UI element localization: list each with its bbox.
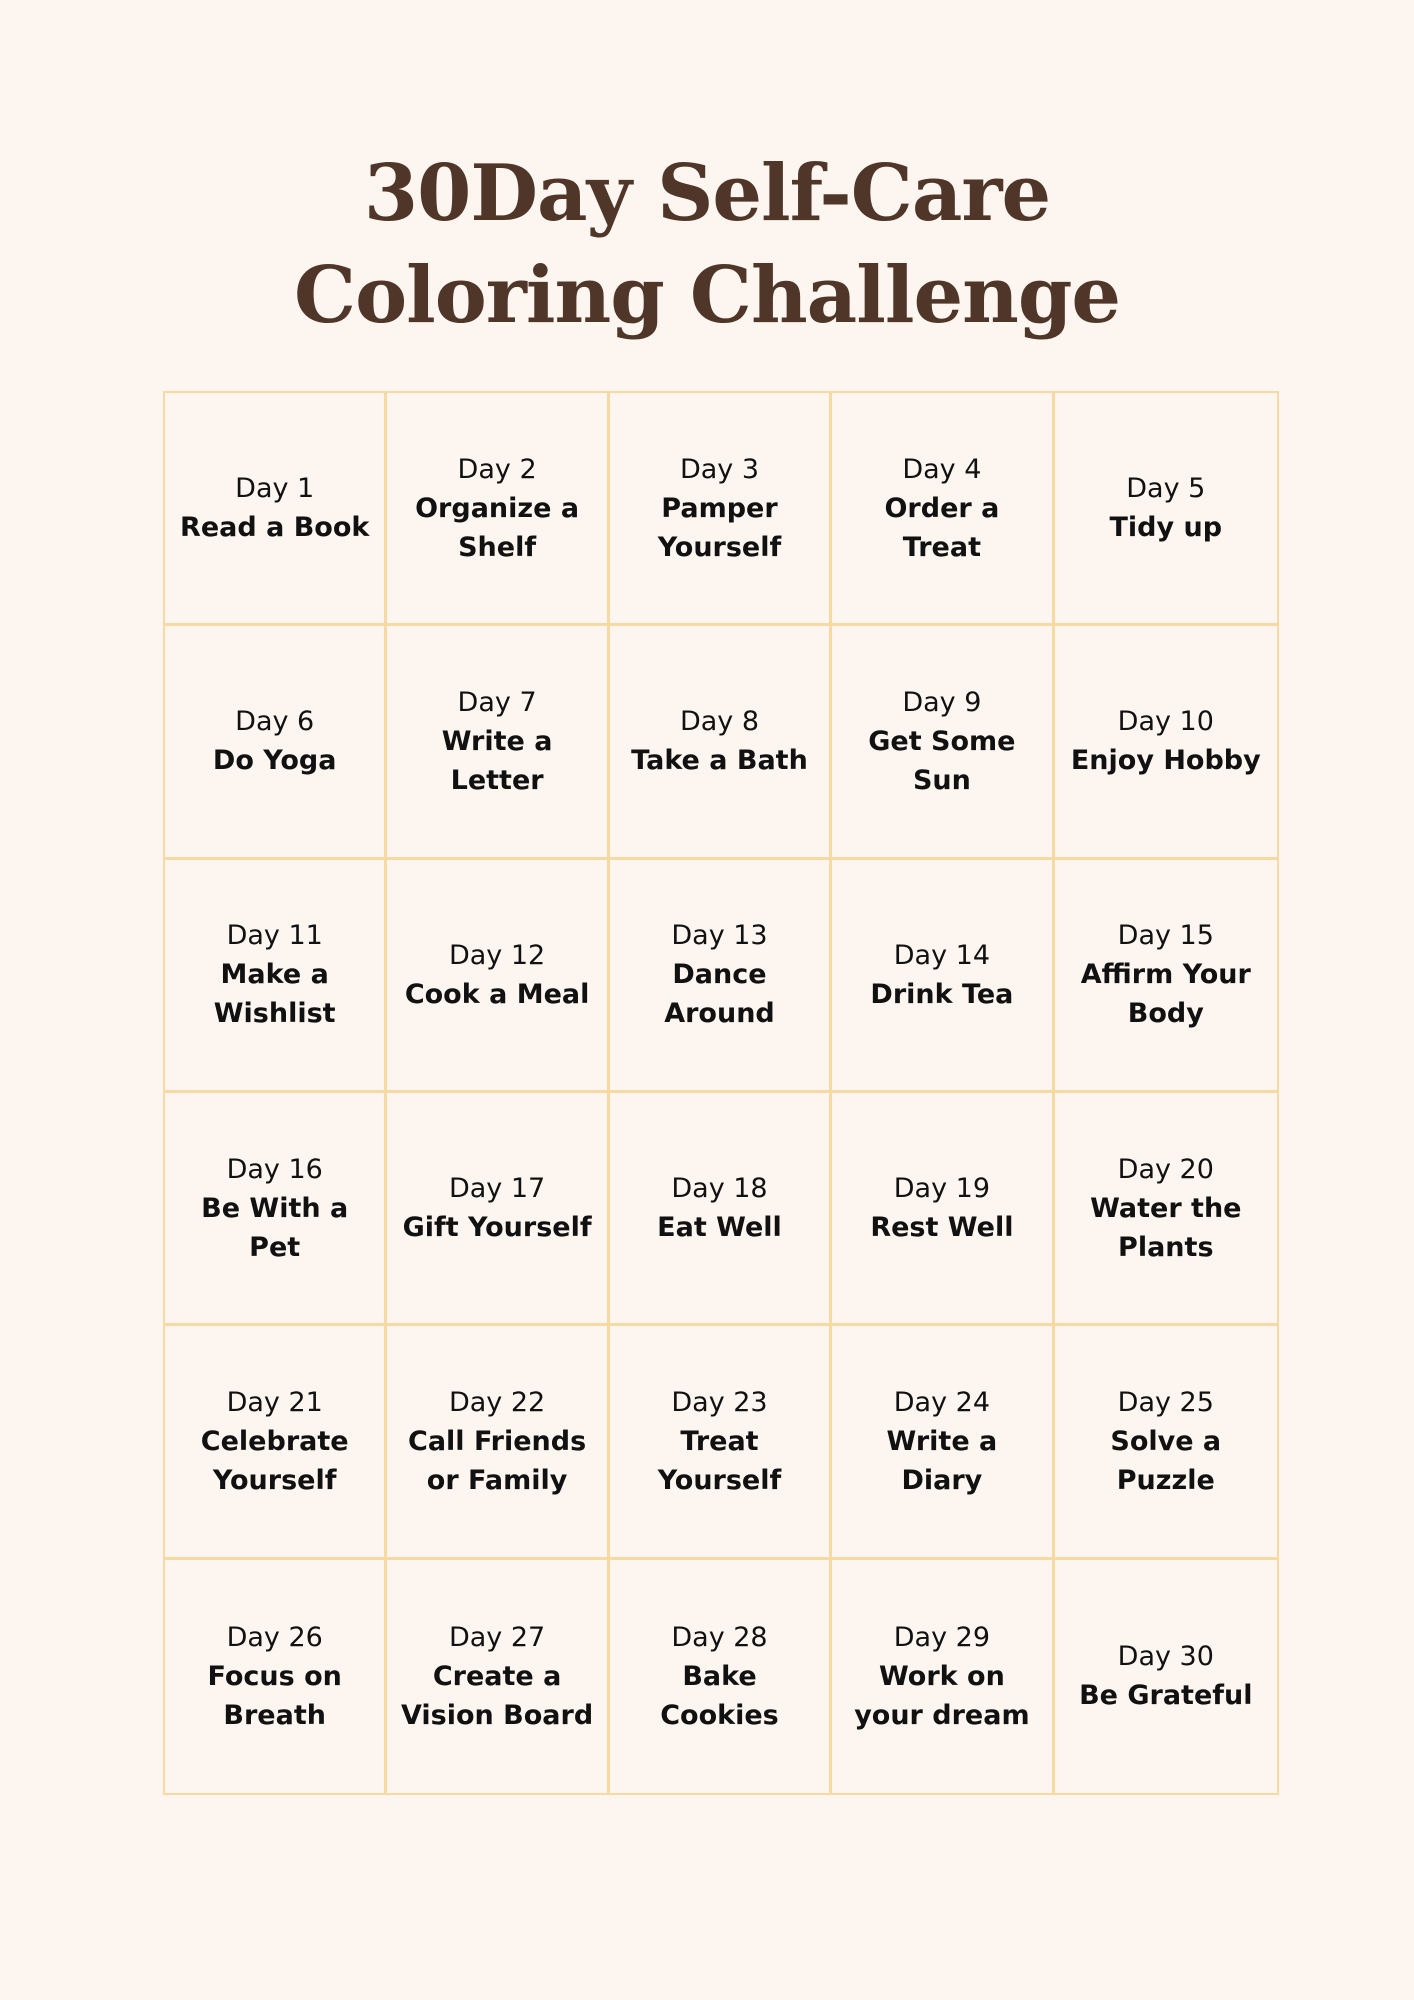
day-task: Cook a Meal (404, 978, 590, 1010)
day-number: Day 22 (448, 1386, 546, 1418)
day-cell (610, 1093, 832, 1326)
day-cell (1055, 1093, 1277, 1326)
day-task: Order a Treat (884, 492, 1000, 563)
day-number: Day 6 (235, 706, 315, 738)
day-number: Day 20 (1117, 1153, 1214, 1185)
day-task: Get Some Sun (868, 725, 1016, 796)
day-task: Affirm Your Body (1080, 959, 1251, 1030)
title-line-1: 30Day Self-Care (363, 148, 1051, 239)
day-number: Day 8 (679, 706, 760, 738)
day-cell (165, 860, 387, 1093)
day-task: Water the Plants (1090, 1192, 1242, 1263)
day-number: Day 4 (902, 453, 982, 485)
day-cell (1055, 1326, 1277, 1559)
day-cell (387, 626, 609, 859)
day-task: Gift Yourself (402, 1212, 592, 1244)
day-number: Day 16 (226, 1153, 323, 1185)
day-cell (165, 1326, 387, 1559)
day-cell (832, 1326, 1054, 1559)
day-task: Solve a Puzzle (1110, 1425, 1222, 1496)
day-cell (610, 860, 832, 1093)
day-cell (832, 393, 1054, 626)
day-task: Do Yoga (212, 745, 337, 777)
day-task: Make a Wishlist (213, 959, 336, 1030)
day-task: Drink Tea (870, 978, 1014, 1010)
day-number: Day 3 (679, 453, 760, 485)
day-cell (610, 1560, 832, 1793)
day-cell (165, 393, 387, 626)
day-task: Be Grateful (1079, 1680, 1253, 1712)
day-task: Eat Well (657, 1212, 782, 1244)
day-number: Day 17 (448, 1173, 546, 1205)
day-number: Day 2 (457, 453, 537, 485)
day-cell (387, 1326, 609, 1559)
day-number: Day 27 (448, 1621, 546, 1653)
day-task: Be With a Pet (201, 1192, 349, 1263)
day-number: Day 21 (226, 1386, 323, 1418)
day-cell (387, 1560, 609, 1793)
day-task: Create a Vision Board (401, 1660, 594, 1731)
day-cell (832, 1093, 1054, 1326)
day-task: Focus on Breath (207, 1660, 342, 1731)
day-task: Call Friends or Family (408, 1425, 587, 1496)
day-cell (387, 860, 609, 1093)
day-number: Day 19 (893, 1173, 991, 1205)
day-number: Day 12 (448, 939, 546, 971)
day-task: Pamper Yourself (657, 492, 782, 563)
day-number: Day 26 (226, 1621, 323, 1653)
day-task: Take a Bath (631, 745, 808, 777)
day-cell (1055, 1560, 1277, 1793)
day-task: Dance Around (664, 959, 775, 1030)
title-line-2: Coloring Challenge (294, 250, 1120, 341)
day-number: Day 25 (1117, 1386, 1214, 1418)
day-number: Day 14 (893, 939, 991, 971)
day-cell (610, 1326, 832, 1559)
day-cell (165, 1560, 387, 1793)
day-number: Day 30 (1117, 1641, 1214, 1673)
day-number: Day 13 (671, 920, 768, 952)
day-number: Day 18 (671, 1173, 768, 1205)
day-cell (387, 393, 609, 626)
day-task: Work on your dream (854, 1660, 1030, 1731)
day-cell (387, 1093, 609, 1326)
day-number: Day 15 (1117, 920, 1214, 952)
day-number: Day 7 (457, 686, 537, 718)
day-cell (832, 1560, 1054, 1793)
day-cell (832, 860, 1054, 1093)
day-task: Write a Letter (441, 725, 553, 796)
day-task: Treat Yourself (657, 1425, 782, 1496)
day-task: Celebrate Yourself (200, 1425, 349, 1496)
day-task: Bake Cookies (660, 1660, 779, 1731)
day-cell (165, 626, 387, 859)
day-cell (832, 626, 1054, 859)
day-number: Day 29 (893, 1621, 991, 1653)
day-cell (1055, 626, 1277, 859)
page-title (0, 143, 1414, 347)
day-number: Day 5 (1126, 473, 1206, 505)
day-task: Rest Well (870, 1212, 1014, 1244)
day-number: Day 9 (902, 686, 982, 718)
day-number: Day 23 (671, 1386, 768, 1418)
day-number: Day 10 (1117, 706, 1214, 738)
day-cell (1055, 393, 1277, 626)
day-number: Day 1 (235, 473, 315, 505)
day-cell (165, 1093, 387, 1326)
day-task: Organize a Shelf (415, 492, 580, 563)
day-number: Day 24 (893, 1386, 991, 1418)
day-cell (610, 393, 832, 626)
day-number: Day 28 (671, 1621, 768, 1653)
day-task: Enjoy Hobby (1070, 745, 1261, 777)
day-number: Day 11 (226, 920, 323, 952)
day-task: Tidy up (1109, 512, 1223, 544)
day-task: Read a Book (180, 512, 370, 544)
day-task: Write a Diary (886, 1425, 998, 1496)
day-cell (1055, 860, 1277, 1093)
day-cell (610, 626, 832, 859)
challenge-grid (163, 391, 1279, 1795)
